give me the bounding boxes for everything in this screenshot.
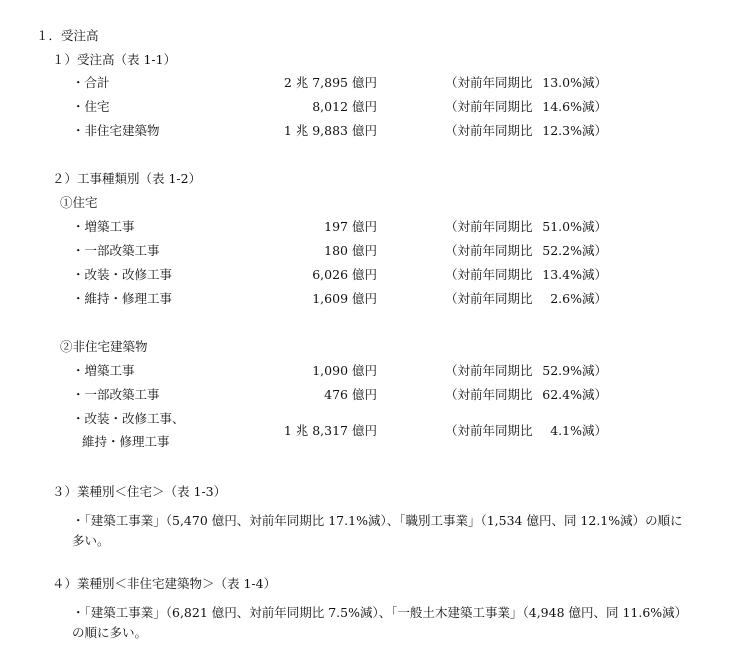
table-row-housing xyxy=(72,99,607,115)
comparison-label: （対前年同期比 xyxy=(445,75,533,90)
section-4-title: ４）業種別＜非住宅建築物＞（表 1-4） xyxy=(52,576,277,591)
row-amount: 1,090 億円 xyxy=(312,363,377,378)
comparison-value: 2.6%減） xyxy=(550,291,607,306)
comparison-value: 62.4%減） xyxy=(542,387,607,402)
section-2-title: ２）工事種類別（表 1-2） xyxy=(52,171,202,186)
comparison-label: （対前年同期比 xyxy=(445,219,533,234)
main-heading: １．受注高 xyxy=(36,28,99,43)
comparison-value: 13.4%減） xyxy=(542,267,607,282)
comparison-value: 52.2%減） xyxy=(542,243,607,258)
comparison-label: （対前年同期比 xyxy=(445,363,533,378)
table-row xyxy=(72,387,607,403)
subsection-nonhousing-title: ②非住宅建築物 xyxy=(60,339,148,354)
table-row xyxy=(72,363,607,379)
row-label: ・改装・改修工事、 xyxy=(72,411,185,426)
row-label: ・合計 xyxy=(72,75,110,90)
section-3-title: ３）業種別＜住宅＞（表 1-3） xyxy=(52,484,227,499)
comparison-value: 4.1%減） xyxy=(550,423,607,438)
row-amount: 1,609 億円 xyxy=(312,291,377,306)
row-amount: 6,026 億円 xyxy=(312,267,377,282)
row-amount: 1 兆 8,317 億円 xyxy=(283,423,377,438)
table-row xyxy=(72,291,607,307)
table-row-total xyxy=(72,75,607,91)
comparison-label: （対前年同期比 xyxy=(445,291,533,306)
table-row xyxy=(72,243,607,259)
comparison-value: 51.0%減） xyxy=(542,219,607,234)
comparison-label: （対前年同期比 xyxy=(445,423,533,438)
table-row xyxy=(72,219,607,235)
comparison-label: （対前年同期比 xyxy=(445,267,533,282)
table-row xyxy=(72,267,607,283)
row-label: ・増築工事 xyxy=(72,219,135,234)
section-1-title: １）受注高（表 1-1） xyxy=(52,52,177,67)
row-label: ・維持・修理工事 xyxy=(72,291,173,306)
subsection-housing-title: ①住宅 xyxy=(60,195,98,210)
row-amount: 8,012 億円 xyxy=(312,99,377,114)
comparison-label: （対前年同期比 xyxy=(445,387,533,402)
row-label: ・住宅 xyxy=(72,99,110,114)
row-label: ・改装・改修工事 xyxy=(72,267,173,282)
comparison-label: （対前年同期比 xyxy=(445,243,533,258)
comparison-value: 14.6%減） xyxy=(542,99,607,114)
row-amount: 197 億円 xyxy=(324,219,377,234)
section-3-text: ・「建築工事業」（5,470 億円、対前年同期比 17.1%減）、「職別工事業」（1,534 億円、同 12.1%減）の順に多い。 xyxy=(72,513,683,548)
row-label: ・増築工事 xyxy=(72,363,135,378)
comparison-value: 12.3%減） xyxy=(542,123,607,138)
comparison-label: （対前年同期比 xyxy=(445,123,533,138)
table-row-combined xyxy=(72,423,607,439)
comparison-value: 13.0%減） xyxy=(542,75,607,90)
row-amount: 2 兆 7,895 億円 xyxy=(283,75,377,90)
row-label: ・一部改築工事 xyxy=(72,387,160,402)
row-label-continued: 維持・修理工事 xyxy=(82,434,170,449)
row-amount: 476 億円 xyxy=(324,387,377,402)
row-label: ・一部改築工事 xyxy=(72,243,160,258)
table-row-nonhousing xyxy=(72,123,607,139)
row-label: ・非住宅建築物 xyxy=(72,123,160,138)
comparison-label: （対前年同期比 xyxy=(445,99,533,114)
section-4-text: ・「建築工事業」（6,821 億円、対前年同期比 7.5%減）、「一般土木建築工事業」（4,948 億円、同 11.6%減）の順に多い。 xyxy=(72,605,681,640)
row-amount: 1 兆 9,883 億円 xyxy=(283,123,377,138)
row-amount: 180 億円 xyxy=(324,243,377,258)
comparison-value: 52.9%減） xyxy=(542,363,607,378)
